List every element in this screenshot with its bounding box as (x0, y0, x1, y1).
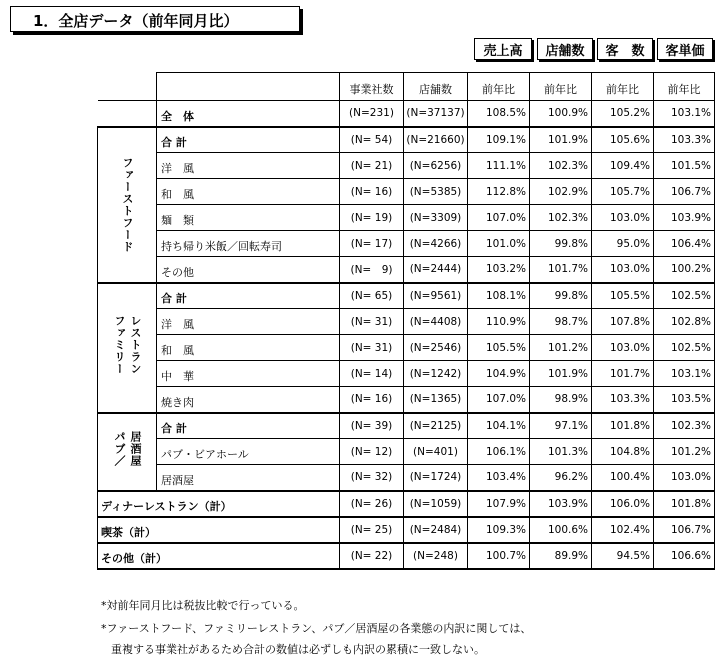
row-sales: 107.0% (468, 387, 530, 413)
row-label: 合 計 (157, 283, 340, 309)
row-stores: (N=5385) (404, 179, 468, 205)
row-sales: 104.9% (468, 361, 530, 387)
row-label: 居酒屋 (157, 465, 340, 491)
table-row (98, 413, 715, 439)
row-label: パブ・ビアホール (157, 439, 340, 465)
row-customers: 103.0% (592, 335, 654, 361)
row-stores: (N=6256) (404, 153, 468, 179)
row-stores: (N=1365) (404, 387, 468, 413)
row-customers: 106.0% (592, 491, 654, 517)
category-family-restaurant: ファミリー レストラン (98, 283, 157, 413)
row-label: その他（計） (98, 543, 340, 569)
row-stores: (N=401) (404, 439, 468, 465)
row-unit-price: 106.7% (654, 179, 715, 205)
title-box (10, 6, 300, 32)
header-yoy-sales: 前年比 (468, 73, 530, 101)
row-unit-price: 103.0% (654, 465, 715, 491)
row-store-count: 102.3% (530, 205, 592, 231)
row-companies: (N= 16) (340, 179, 404, 205)
total-customers: 105.2% (592, 101, 654, 127)
table-row (98, 179, 715, 205)
page-title: 1．全店データ（前年同月比） (33, 12, 239, 30)
row-customers: 94.5% (592, 543, 654, 569)
row-stores: (N=2546) (404, 335, 468, 361)
row-stores: (N=2444) (404, 257, 468, 283)
table-row (98, 491, 715, 517)
table-row (98, 257, 715, 283)
total-store-count: 100.9% (530, 101, 592, 127)
row-unit-price: 102.5% (654, 283, 715, 309)
row-unit-price: 106.7% (654, 517, 715, 543)
row-companies: (N= 14) (340, 361, 404, 387)
row-store-count: 99.8% (530, 283, 592, 309)
row-stores: (N=1724) (404, 465, 468, 491)
row-stores: (N=3309) (404, 205, 468, 231)
row-store-count: 99.8% (530, 231, 592, 257)
row-stores: (N=2125) (404, 413, 468, 439)
table-row (98, 439, 715, 465)
header-yoy-stores: 前年比 (530, 73, 592, 101)
row-store-count: 89.9% (530, 543, 592, 569)
row-unit-price: 102.5% (654, 335, 715, 361)
row-label: 中 華 (157, 361, 340, 387)
row-stores: (N=1242) (404, 361, 468, 387)
row-store-count: 96.2% (530, 465, 592, 491)
header-yoy-customers: 前年比 (592, 73, 654, 101)
row-customers: 107.8% (592, 309, 654, 335)
row-companies: (N= 26) (340, 491, 404, 517)
row-companies: (N= 25) (340, 517, 404, 543)
table-row (98, 231, 715, 257)
note-3: 重複する事業社があるため合計の数値は必ずしも内訳の累積に一致しない。 (111, 643, 485, 656)
row-store-count: 100.6% (530, 517, 592, 543)
row-companies: (N= 32) (340, 465, 404, 491)
row-sales: 107.0% (468, 205, 530, 231)
table-row (98, 205, 715, 231)
row-label: 洋 風 (157, 153, 340, 179)
row-customers: 105.6% (592, 127, 654, 153)
row-store-count: 103.9% (530, 491, 592, 517)
table-row (98, 335, 715, 361)
row-store-count: 101.7% (530, 257, 592, 283)
row-store-count: 102.3% (530, 153, 592, 179)
row-sales: 109.3% (468, 517, 530, 543)
row-sales: 105.5% (468, 335, 530, 361)
row-customers: 105.7% (592, 179, 654, 205)
row-companies: (N= 16) (340, 387, 404, 413)
total-companies: (N=231) (340, 101, 404, 127)
header-store-count: 店舗数 (537, 38, 593, 60)
header-customers: 客 数 (597, 38, 653, 60)
row-label: 洋 風 (157, 309, 340, 335)
table-row (98, 361, 715, 387)
row-unit-price: 101.5% (654, 153, 715, 179)
data-table (97, 72, 715, 570)
table-row (98, 543, 715, 569)
row-sales: 103.4% (468, 465, 530, 491)
row-store-count: 102.9% (530, 179, 592, 205)
row-customers: 101.8% (592, 413, 654, 439)
row-customers: 104.8% (592, 439, 654, 465)
table-row (98, 127, 715, 153)
row-companies: (N= 39) (340, 413, 404, 439)
table-row (98, 283, 715, 309)
row-sales: 104.1% (468, 413, 530, 439)
row-sales: 110.9% (468, 309, 530, 335)
header-companies: 事業社数 (340, 73, 404, 101)
row-companies: (N= 12) (340, 439, 404, 465)
row-unit-price: 103.1% (654, 361, 715, 387)
table-row (98, 387, 715, 413)
category-pub-izakaya: パブ／ 居酒屋 (98, 413, 157, 491)
row-companies: (N= 54) (340, 127, 404, 153)
row-customers: 100.4% (592, 465, 654, 491)
row-companies: (N= 21) (340, 153, 404, 179)
row-store-count: 101.3% (530, 439, 592, 465)
row-label: 麺 類 (157, 205, 340, 231)
note-2: *ファーストフード、ファミリーレストラン、パブ／居酒屋の各業態の内訳に関しては、 (101, 622, 532, 635)
row-companies: (N= 22) (340, 543, 404, 569)
row-companies: (N= 17) (340, 231, 404, 257)
table-row (98, 517, 715, 543)
row-stores: (N=4266) (404, 231, 468, 257)
row-label: 合 計 (157, 413, 340, 439)
row-sales: 108.1% (468, 283, 530, 309)
row-sales: 112.8% (468, 179, 530, 205)
row-unit-price: 100.2% (654, 257, 715, 283)
row-sales: 111.1% (468, 153, 530, 179)
row-label: 合 計 (157, 127, 340, 153)
row-customers: 103.0% (592, 205, 654, 231)
row-companies: (N= 9) (340, 257, 404, 283)
row-label: 和 風 (157, 335, 340, 361)
row-store-count: 101.2% (530, 335, 592, 361)
total-row (98, 101, 715, 127)
row-sales: 109.1% (468, 127, 530, 153)
row-unit-price: 106.6% (654, 543, 715, 569)
row-stores: (N=2484) (404, 517, 468, 543)
total-stores: (N=37137) (404, 101, 468, 127)
row-store-count: 97.1% (530, 413, 592, 439)
row-customers: 103.0% (592, 257, 654, 283)
row-label: ディナーレストラン（計） (98, 491, 340, 517)
header-unit-price: 客単価 (657, 38, 713, 60)
row-store-count: 98.7% (530, 309, 592, 335)
header-blank (98, 73, 157, 101)
note-1: *対前年同月比は税抜比較で行っている。 (101, 599, 305, 612)
table-row (98, 465, 715, 491)
row-stores: (N=9561) (404, 283, 468, 309)
row-unit-price: 102.8% (654, 309, 715, 335)
row-stores: (N=21660) (404, 127, 468, 153)
row-companies: (N= 19) (340, 205, 404, 231)
total-sales: 108.5% (468, 101, 530, 127)
row-label: 焼き肉 (157, 387, 340, 413)
row-sales: 100.7% (468, 543, 530, 569)
row-customers: 109.4% (592, 153, 654, 179)
row-unit-price: 103.5% (654, 387, 715, 413)
row-label: 喫茶（計） (98, 517, 340, 543)
row-label: 和 風 (157, 179, 340, 205)
row-label: その他 (157, 257, 340, 283)
row-unit-price: 101.2% (654, 439, 715, 465)
row-store-count: 101.9% (530, 127, 592, 153)
row-stores: (N=4408) (404, 309, 468, 335)
row-sales: 103.2% (468, 257, 530, 283)
row-store-count: 101.9% (530, 361, 592, 387)
row-customers: 105.5% (592, 283, 654, 309)
row-customers: 102.4% (592, 517, 654, 543)
row-sales: 106.1% (468, 439, 530, 465)
row-companies: (N= 31) (340, 309, 404, 335)
row-unit-price: 101.8% (654, 491, 715, 517)
total-unit-price: 103.1% (654, 101, 715, 127)
total-label: 全 体 (157, 101, 340, 127)
row-sales: 107.9% (468, 491, 530, 517)
row-label: 持ち帰り米飯／回転寿司 (157, 231, 340, 257)
header-row (98, 73, 715, 101)
header-stores: 店舗数 (404, 73, 468, 101)
row-sales: 101.0% (468, 231, 530, 257)
row-companies: (N= 65) (340, 283, 404, 309)
total-blank (98, 101, 157, 127)
category-fast-food: ファーストフード (98, 127, 157, 283)
row-unit-price: 106.4% (654, 231, 715, 257)
row-companies: (N= 31) (340, 335, 404, 361)
row-unit-price: 103.3% (654, 127, 715, 153)
row-customers: 95.0% (592, 231, 654, 257)
table-row (98, 309, 715, 335)
row-unit-price: 102.3% (654, 413, 715, 439)
row-stores: (N=1059) (404, 491, 468, 517)
row-customers: 101.7% (592, 361, 654, 387)
header-sales: 売上高 (474, 38, 532, 60)
row-customers: 103.3% (592, 387, 654, 413)
header-yoy-unit: 前年比 (654, 73, 715, 101)
header-label-cell (157, 73, 340, 101)
row-unit-price: 103.9% (654, 205, 715, 231)
row-store-count: 98.9% (530, 387, 592, 413)
table-row (98, 153, 715, 179)
row-stores: (N=248) (404, 543, 468, 569)
